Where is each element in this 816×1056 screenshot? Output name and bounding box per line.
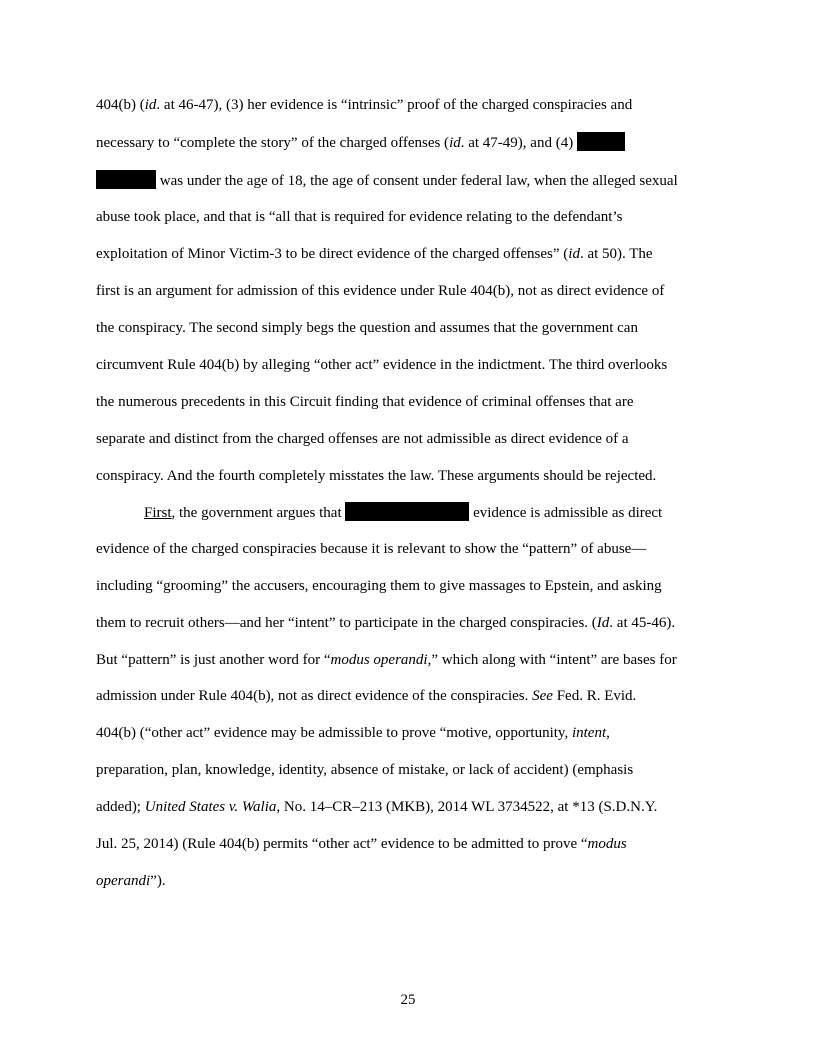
italic-text: id (568, 246, 580, 262)
italic-text: intent (571, 725, 607, 741)
italic-text: id (144, 97, 157, 113)
italic-text: operandi (96, 873, 151, 889)
text-run: exploitation of Minor Victim-3 to be direct evidence of the charged offenses” ( (96, 246, 569, 262)
text-run: . at 50). The (579, 246, 653, 262)
text-line (96, 318, 638, 338)
text-run: admission under Rule 404(b), not as direct evidence of the conspiracies. (96, 688, 533, 704)
text-run: was under the age of 18, the age of consent under federal law, when the alleged sexual (156, 173, 678, 189)
text-run: , No. 14–CR–213 (MKB), 2014 WL 3734522, at *13 (S.D.N.Y. (276, 799, 658, 815)
redaction-block (345, 502, 469, 521)
text-line (96, 650, 677, 670)
text-line (96, 797, 657, 817)
text-line (96, 834, 627, 854)
text-run: evidence of the charged conspiracies because it is relevant to show the “pattern” of abuse— (96, 541, 647, 557)
text-line (96, 539, 646, 559)
text-run: the numerous precedents in this Circuit finding that evidence of criminal offenses that are (96, 394, 634, 410)
italic-text: modus (587, 836, 627, 852)
page-number: 25 (400, 992, 416, 1008)
italic-text: Id (596, 615, 610, 631)
text-line (96, 281, 664, 301)
text-run: . at 45-46). (609, 615, 676, 631)
text-run: circumvent Rule 404(b) by alleging “other act” evidence in the indictment. The third overlooks (96, 357, 668, 373)
text-run: Jul. 25, 2014) (Rule 404(b) permits “other act” evidence to be admitted to prove “ (96, 836, 588, 852)
text-run: necessary to “complete the story” of the charged offenses ( (96, 135, 450, 151)
text-run: , (606, 725, 610, 741)
text-line (96, 355, 667, 375)
text-run: ”). (150, 873, 166, 889)
text-run: But “pattern” is just another word for “ (96, 652, 331, 668)
text-run: , the government argues that (171, 505, 346, 521)
text-run: them to recruit others—and her “intent” to participate in the charged conspiracies. ( (96, 615, 597, 631)
text-line (96, 170, 678, 190)
text-run: . at 47-49), and (4) (460, 135, 577, 151)
text-run: conspiracy. And the fourth completely misstates the law. These arguments should be rejected. (96, 468, 657, 484)
underlined-text: First (144, 505, 172, 521)
text-line (96, 723, 610, 743)
text-line (96, 686, 636, 706)
text-line (96, 613, 675, 633)
text-run: the conspiracy. The second simply begs the question and assumes that the government can (96, 320, 638, 336)
italic-text: See (532, 688, 553, 704)
text-line (96, 244, 653, 264)
text-run: separate and distinct from the charged offenses are not admissible as direct evidence of a (96, 431, 629, 447)
text-run: 404(b) (“other act” evidence may be admissible to prove “motive, opportunity, (96, 725, 572, 741)
italic-text: United States v. Walia (144, 799, 277, 815)
text-line (96, 466, 656, 486)
text-run: preparation, plan, knowledge, identity, absence of mistake, or lack of accident) (emphasis (96, 762, 634, 778)
redaction-block (577, 132, 625, 151)
text-line (96, 871, 166, 891)
text-line (96, 95, 632, 115)
text-run: evidence is admissible as direct (469, 505, 663, 521)
text-run: ,” which along with “intent” are bases for (427, 652, 677, 668)
text-run: added); (96, 799, 145, 815)
italic-text: id (449, 135, 461, 151)
text-run: including “grooming” the accusers, encouraging them to give massages to Epstein, and asking (96, 578, 662, 594)
text-line (96, 576, 662, 596)
text-line (96, 392, 633, 412)
text-line (144, 502, 662, 522)
text-line (96, 207, 622, 227)
text-line (96, 132, 625, 152)
text-line (96, 760, 633, 780)
text-run: . at 46-47), (3) her evidence is “intrinsic” proof of the charged conspiracies and (156, 97, 633, 113)
text-run: first is an argument for admission of this evidence under Rule 404(b), not as direct evidence of (96, 283, 665, 299)
redaction-block (96, 170, 156, 189)
italic-text: modus operandi (330, 652, 428, 668)
text-line (96, 429, 629, 449)
text-run: abuse took place, and that is “all that is required for evidence relating to the defendant’s (96, 209, 623, 225)
text-run: 404(b) ( (96, 97, 145, 113)
text-run: Fed. R. Evid. (552, 688, 637, 704)
